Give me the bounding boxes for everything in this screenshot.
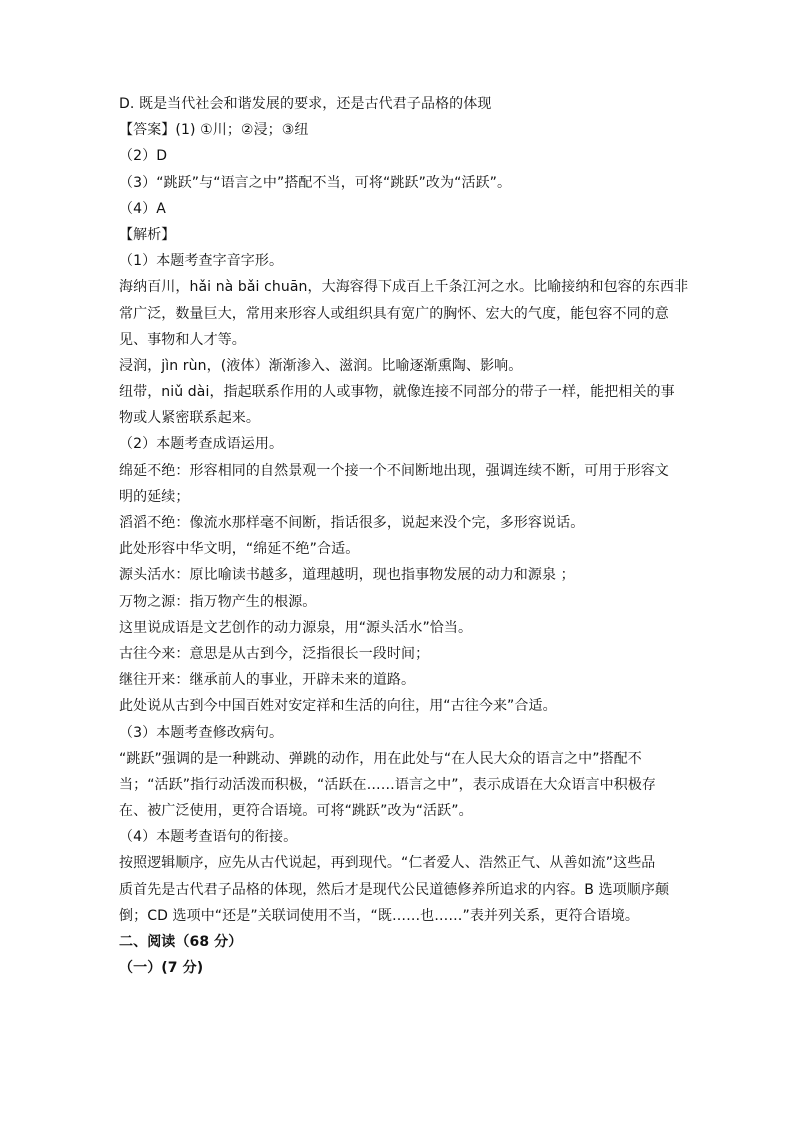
text-line: 按照逻辑顺序，应先从古代说起，再到现代。“仁者爱人、浩然正气、从善如流”这些品: [119, 855, 656, 872]
section-heading: 二、阅读（68 分）: [119, 934, 243, 950]
text-line: 【解析】: [119, 226, 176, 243]
text-line: D. 既是当代社会和谐发展的要求，还是古代君子品格的体现: [119, 96, 492, 112]
text-line: 在、被广泛使用，更符合语境。可将“跳跃”改为“活跃”。: [119, 803, 473, 820]
text-line: 常广泛，数量巨大，常用来形容人或组织具有宽广的胸怀、宏大的气度，能包容不同的意: [119, 305, 669, 322]
text-line: 海纳百川，hǎi nà bǎi chuān，大海容得下成百上千条江河之水。比喻接纳和包容的东西非: [119, 279, 689, 296]
text-line: （2）D: [119, 148, 168, 165]
text-line: 源头活水：原比喻读书越多，道理越明，现也指事物发展的动力和源泉 ；: [119, 567, 575, 584]
text-line: 这里说成语是文艺创作的动力源泉，用“源头活水”恰当。: [119, 619, 473, 636]
text-line: 绵延不绝：形容相同的自然景观一个接一个不间断地出现，强调连续不断，可用于形容文: [119, 462, 669, 479]
text-line: 【答案】(1) ①川；②浸；③纽: [119, 122, 309, 139]
document-body: [119, 91, 689, 981]
text-line: 滔滔不绝：像流水那样毫不间断，指话很多，说起来没个完，多形容说话。: [119, 515, 585, 531]
text-line: 继往开来：继承前人的事业，开辟未来的道路。: [119, 672, 416, 689]
text-line: “跳跃”强调的是一种跳动、弹跳的动作，用在此处与“在人民大众的语言之中”搭配不: [119, 750, 642, 767]
text-line: 当；“活跃”指行动活泼而积极，“活跃在……语言之中”，表示成语在大众语言中积极存: [119, 776, 657, 793]
text-line: 见、事物和人才等。: [119, 331, 246, 348]
text-line: 纽带，niǔ dài，指起联系作用的人或事物，就像连接不同部分的带子一样，能把相关的事: [119, 384, 675, 401]
text-line: 倒；CD 选项中“还是”关联词使用不当，“既……也……”表并列关系，更符合语境。: [119, 907, 640, 924]
text-line: 此处形容中华文明，“绵延不绝”合适。: [119, 541, 360, 558]
text-line: （4）本题考查语句的衔接。: [119, 829, 298, 846]
text-line: （3）本题考查修改病句。: [119, 724, 284, 741]
text-line: 质首先是古代君子品格的体现，然后才是现代公民道德修养所追求的内容。B 选项顺序颠: [119, 881, 670, 898]
text-line: 物或人紧密联系起来。: [119, 410, 260, 427]
text-line: （1）本题考查字音字形。: [119, 253, 284, 270]
text-line: 浸润，jìn rùn，(液体）渐渐渗入、滋润。比喻逐渐熏陶、影响。: [119, 357, 523, 374]
text-line: 此处说从古到今中国百姓对安定祥和生活的向往，用“古往今来”合适。: [119, 698, 557, 715]
text-line: 万物之源：指万物产生的根源。: [119, 593, 317, 610]
text-line: （2）本题考查成语运用。: [119, 436, 284, 453]
text-line: （4）A: [119, 200, 166, 217]
text-line: 古往今来：意思是从古到今，泛指很长一段时间；: [119, 645, 430, 662]
text-line: （3）“跳跃”与“语言之中”搭配不当，可将“跳跃”改为“活跃”。: [119, 174, 512, 191]
section-heading: （一）(7 分): [119, 960, 204, 977]
text-line: 明的延续；: [119, 488, 190, 505]
